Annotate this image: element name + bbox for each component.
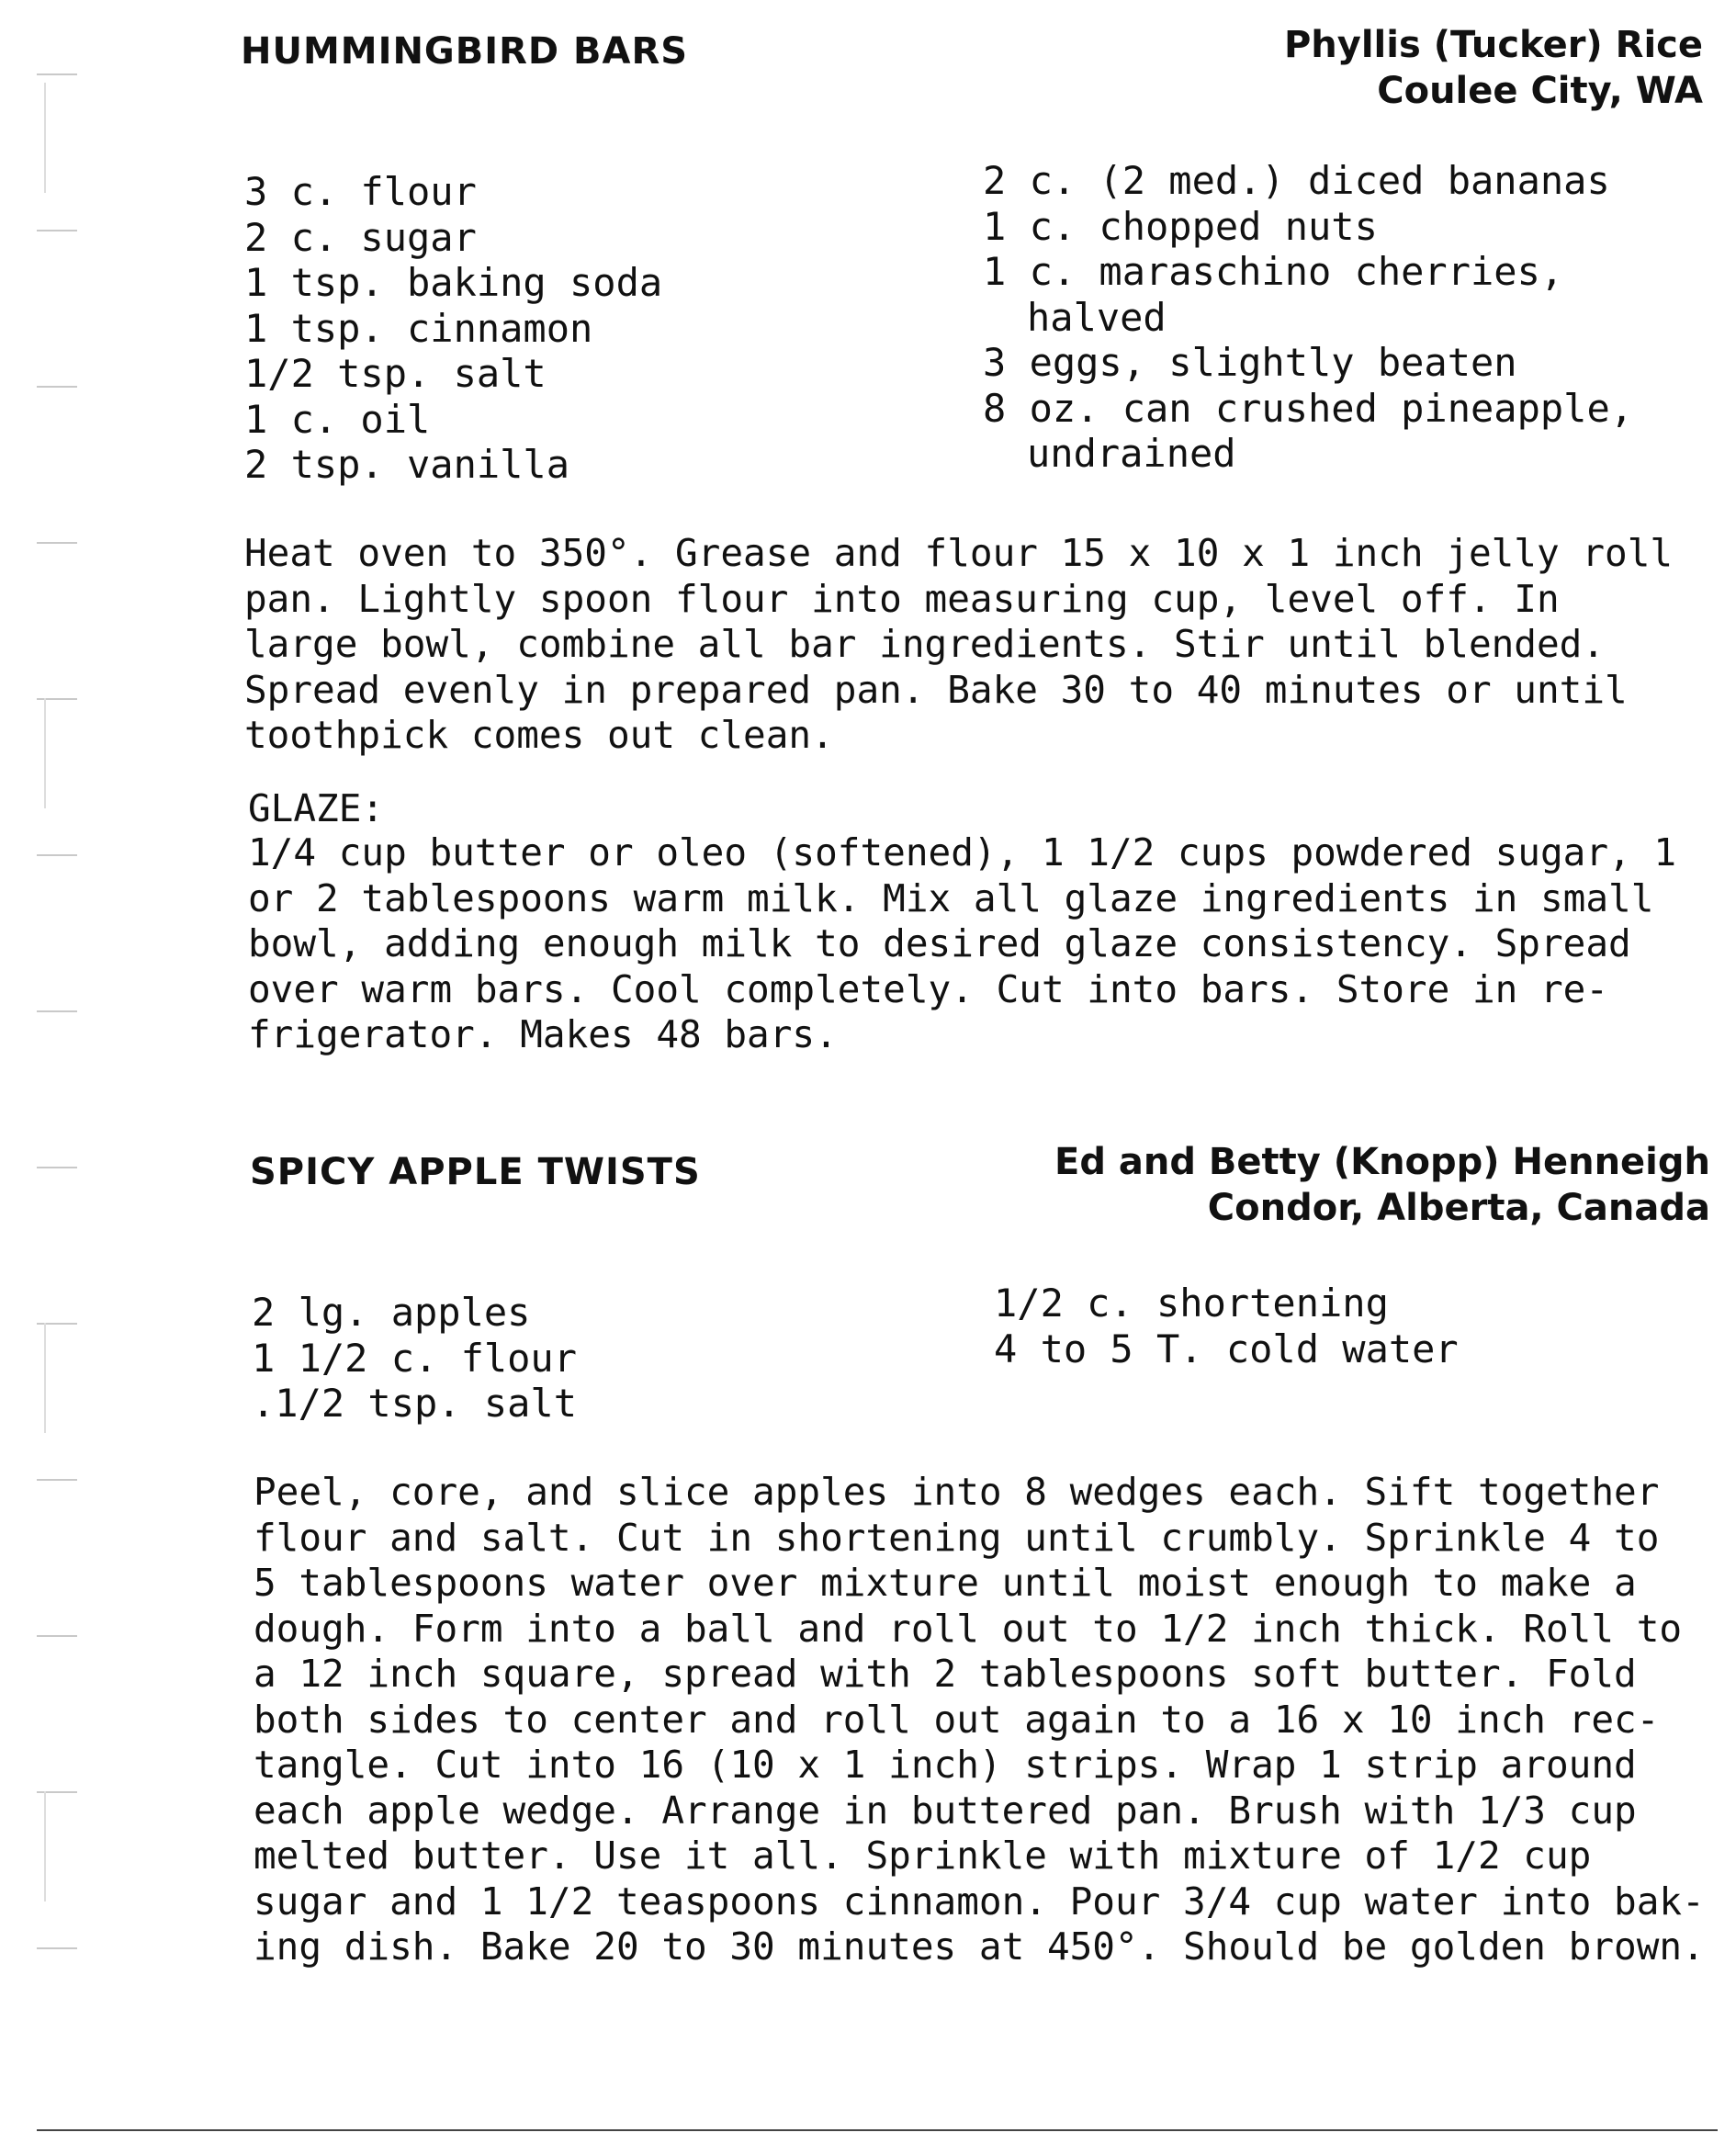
binder-mark: [37, 698, 77, 700]
ingredient-item: 1 c. oil: [244, 396, 431, 442]
direction-line: 5 tablespoons water over mixture until moist enough to make a: [254, 1561, 1637, 1605]
binder-mark: [37, 1010, 77, 1012]
binder-strip: [28, 37, 83, 2021]
ingredients-right: [983, 158, 1633, 477]
glaze-line: over warm bars. Cool completely. Cut into bars. Store in re-: [248, 966, 1609, 1011]
direction-line: tangle. Cut into 16 (10 x 1 inch) strips. Wrap 1 strip around: [254, 1743, 1637, 1787]
glaze-directions: [248, 830, 1676, 1058]
binder-mark: [37, 1947, 77, 1949]
glaze-line: or 2 tablespoons warm milk. Mix all glaze ingredients in small: [248, 875, 1654, 920]
direction-line: Peel, core, and slice apples into 8 wedges each. Sift together: [254, 1470, 1660, 1514]
glaze-label: GLAZE:: [248, 786, 385, 830]
ingredient-item: 2 c. sugar: [244, 214, 477, 260]
binder-mark: [37, 1635, 77, 1637]
direction-line: Heat oven to 350°. Grease and flour 15 x 10 x 1 inch jelly roll: [244, 531, 1674, 575]
binder-mark: [37, 230, 77, 231]
ingredient-item: 1 tsp. cinnamon: [244, 305, 593, 351]
author-name: Phyllis (Tucker) Rice: [1283, 24, 1703, 66]
ingredient-item: 2 lg. apples: [252, 1290, 531, 1335]
binder-mark: [37, 1323, 77, 1325]
glaze-line: bowl, adding enough milk to desired glaze consistency. Spread: [248, 921, 1631, 965]
direction-line: pan. Lightly spoon flour into measuring cup, level off. In: [244, 576, 1560, 621]
author-name: Ed and Betty (Knopp) Henneigh: [1054, 1141, 1710, 1183]
binder-mark: [37, 854, 77, 856]
ingredient-item: halved: [1027, 294, 1167, 340]
glaze-line: frigerator. Makes 48 bars.: [248, 1012, 838, 1056]
direction-line: Spread evenly in prepared pan. Bake 30 to 40 minutes or until: [244, 667, 1628, 712]
binder-mark: [37, 542, 77, 544]
ingredients-right: [994, 1281, 1459, 1371]
binder-mark: [37, 386, 77, 388]
direction-line: large bowl, combine all bar ingredients. Stir until blended.: [244, 622, 1606, 666]
direction-line: sugar and 1 1/2 teaspoons cinnamon. Pour 3/4 cup water into bak-: [254, 1879, 1705, 1924]
ingredient-item: 3 c. flour: [244, 169, 477, 214]
glaze-line: 1/4 cup butter or oleo (softened), 1 1/2 cups powdered sugar, 1: [248, 830, 1677, 875]
binder-line: [44, 83, 46, 193]
author-place: Condor, Alberta, Canada: [1207, 1187, 1710, 1229]
binder-line: [44, 1791, 46, 1901]
ingredient-item: 1 tsp. baking soda: [244, 260, 663, 305]
recipe-title: SPICY APPLE TWISTS: [250, 1151, 701, 1193]
recipe-author: [1054, 1139, 1710, 1231]
recipe-author: [1284, 22, 1703, 114]
binder-mark: [37, 1479, 77, 1481]
binder-line: [44, 698, 46, 808]
direction-line: a 12 inch square, spread with 2 tablespoons soft butter. Fold: [254, 1652, 1637, 1696]
ingredient-item: 1/2 c. shortening: [994, 1281, 1389, 1326]
direction-line: both sides to center and roll out again to a 16 x 10 inch rec-: [254, 1697, 1660, 1742]
ingredient-item: 1 1/2 c. flour: [252, 1335, 578, 1381]
recipe-directions: [254, 1470, 1705, 1970]
ingredients-left: [244, 169, 662, 488]
direction-line: flour and salt. Cut in shortening until crumbly. Sprinkle 4 to: [254, 1515, 1660, 1560]
direction-line: ing dish. Bake 20 to 30 minutes at 450°. Should be golden brown.: [254, 1924, 1705, 1969]
ingredient-item: 2 tsp. vanilla: [244, 442, 570, 487]
recipe-title: HUMMINGBIRD BARS: [241, 30, 689, 73]
recipe-directions: [244, 531, 1673, 759]
ingredient-item: 1/2 tsp. salt: [244, 351, 547, 396]
direction-line: melted butter. Use it all. Sprinkle with mixture of 1/2 cup: [254, 1834, 1592, 1878]
ingredient-item: 1 c. maraschino cherries,: [983, 249, 1564, 294]
author-place: Coulee City, WA: [1377, 70, 1703, 112]
ingredient-item: 2 c. (2 med.) diced bananas: [983, 158, 1610, 203]
binder-mark: [37, 73, 77, 75]
ingredients-left: [252, 1290, 577, 1427]
ingredient-item: 3 eggs, slightly beaten: [983, 340, 1517, 385]
binder-mark: [37, 1791, 77, 1793]
direction-line: toothpick comes out clean.: [244, 713, 834, 757]
binder-mark: [37, 1167, 77, 1168]
direction-line: each apple wedge. Arrange in buttered pan. Brush with 1/3 cup: [254, 1788, 1637, 1833]
ingredient-item: 8 oz. can crushed pineapple,: [983, 385, 1634, 431]
ingredient-item: 1 c. chopped nuts: [983, 203, 1378, 249]
ingredient-item: .1/2 tsp. salt: [252, 1381, 578, 1426]
ingredient-item: 4 to 5 T. cold water: [994, 1326, 1459, 1371]
binder-line: [44, 1323, 46, 1433]
direction-line: dough. Form into a ball and roll out to 1/2 inch thick. Roll to: [254, 1606, 1683, 1651]
ingredient-item: undrained: [1027, 431, 1236, 476]
page-bottom-edge: [37, 2129, 1718, 2131]
